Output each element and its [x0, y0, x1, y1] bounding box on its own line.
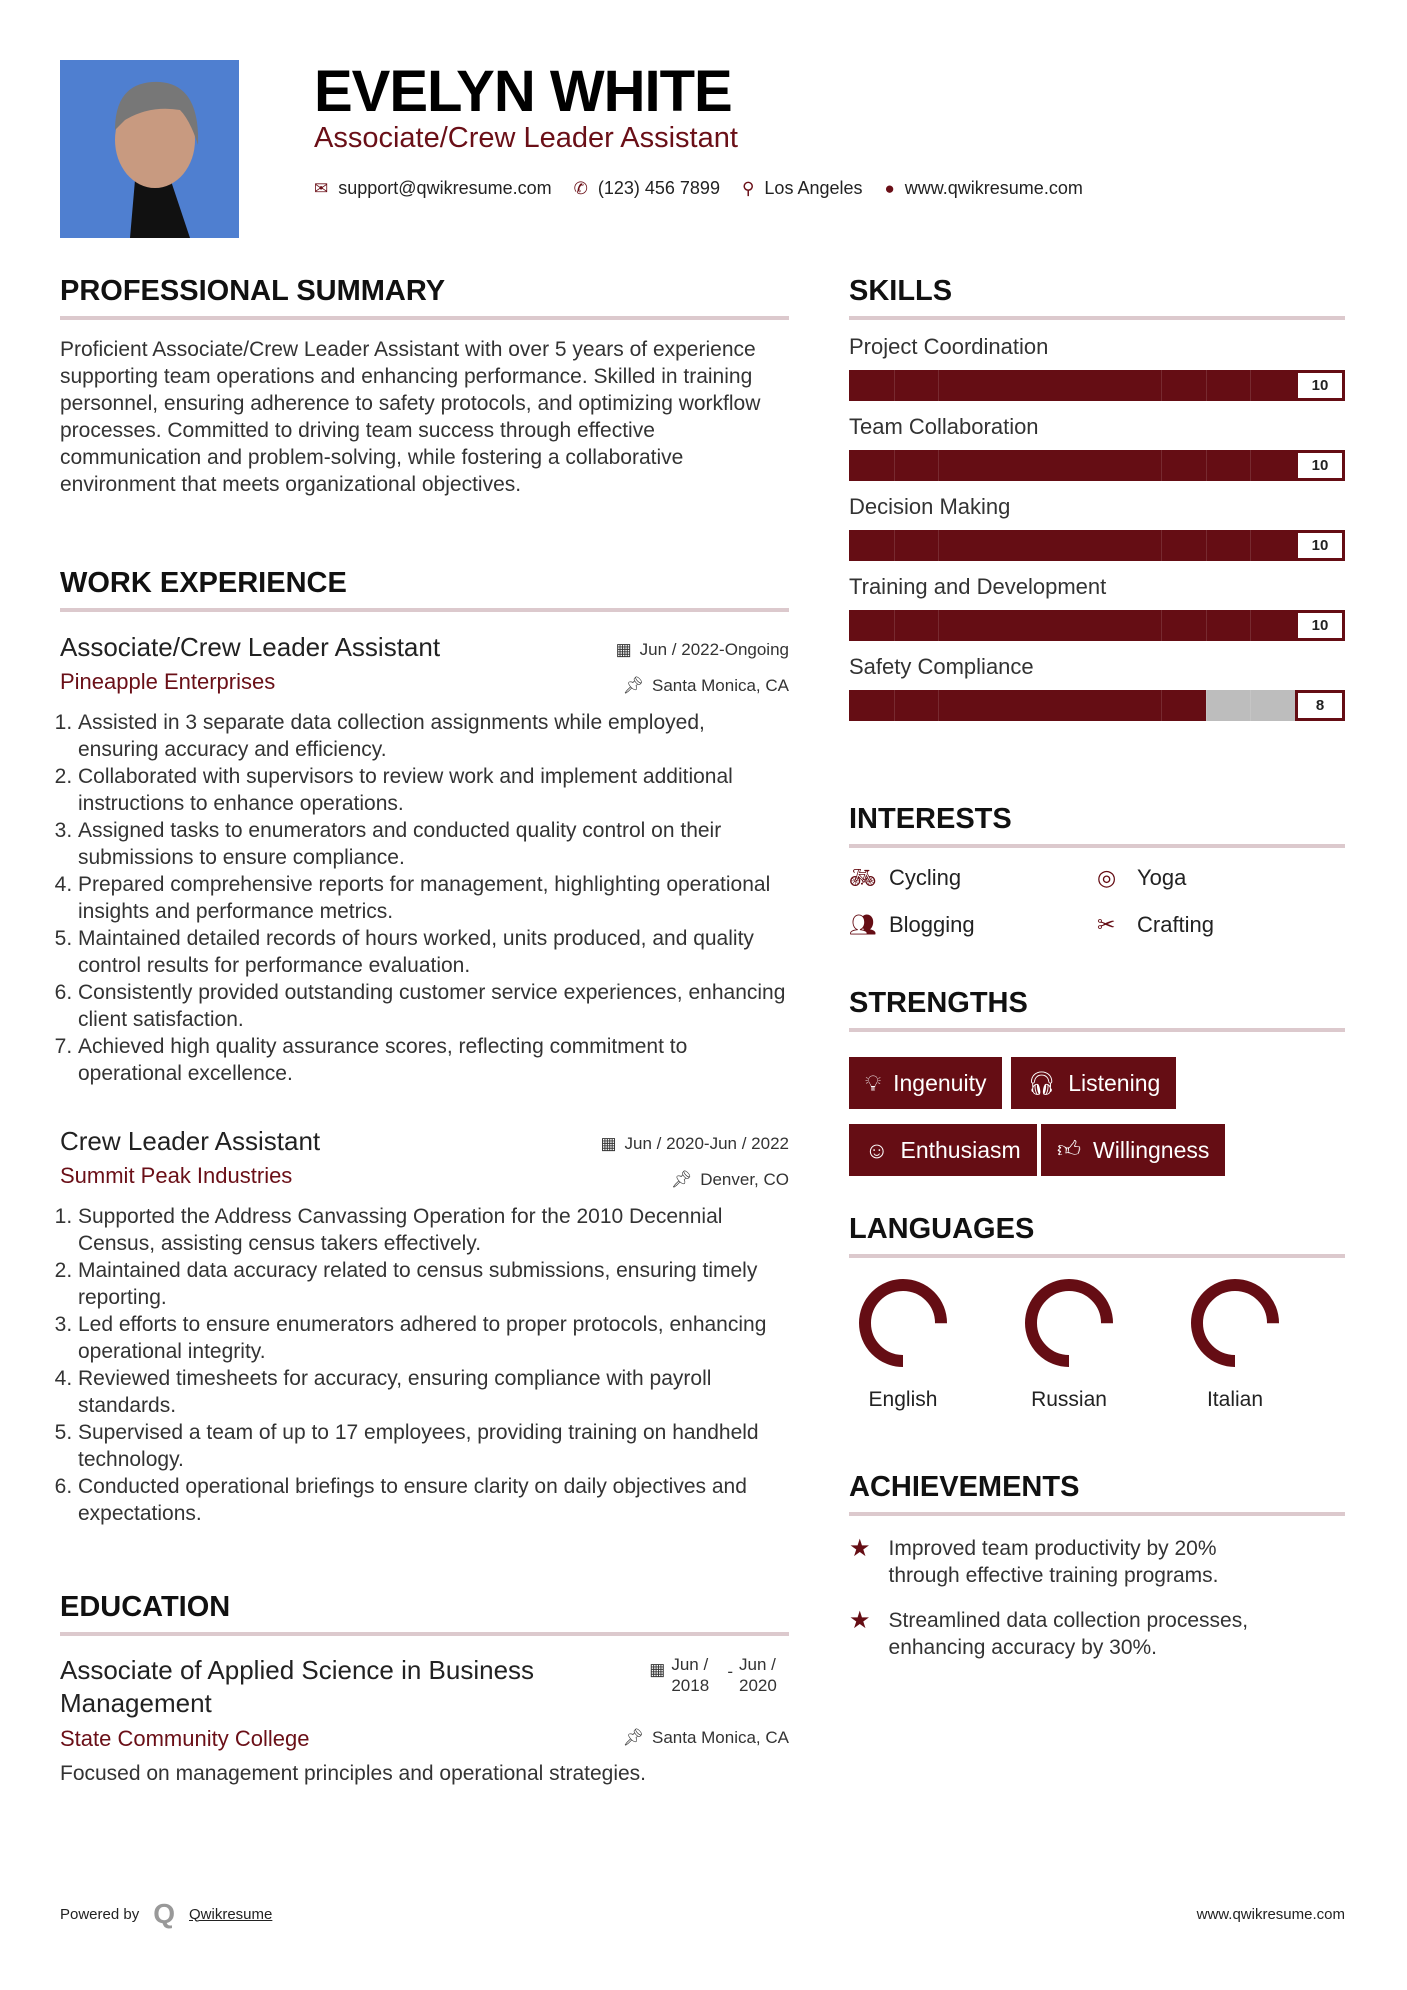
- interests-section: [849, 803, 1345, 943]
- language-item: [833, 1273, 973, 1412]
- contact-website[interactable]: www.qwikresume.com: [904, 178, 1083, 198]
- language-level-arc: [865, 1285, 941, 1361]
- interest-label: Crafting: [1137, 912, 1215, 937]
- skill-bar-fill: [849, 690, 1206, 721]
- skill-bar-segment: [1206, 690, 1207, 721]
- list-item: 1. Supported the Address Canvassing Operation for the 2010 Decennial Census, assisting census takers effectively.: [78, 1203, 789, 1257]
- skill-bar-segment: [938, 690, 939, 721]
- location-text: Santa Monica, CA: [651, 676, 789, 695]
- list-item: 5. Maintained detailed records of hours worked, units produced, and quality control results for performance evaluation.: [78, 925, 789, 979]
- brand-link[interactable]: Qwikresume: [189, 1905, 273, 1923]
- section-heading: LANGUAGES: [849, 1213, 1035, 1245]
- skill-bar-fill: [849, 370, 1295, 401]
- skill-bar-segment: [938, 610, 939, 641]
- section-heading: WORK EXPERIENCE: [60, 567, 347, 599]
- map-marker-icon: ⚲: [741, 178, 755, 198]
- contact-bar: [314, 178, 1083, 199]
- skill-bar-segment: [894, 370, 895, 401]
- footer-powered: [60, 1898, 272, 1930]
- skill-bar-segment: [938, 450, 939, 481]
- strength-label: Ingenuity: [893, 1069, 987, 1096]
- skill-bar-segment: [1250, 370, 1251, 401]
- achievement-item: [849, 1607, 1329, 1661]
- strength-label: Enthusiasm: [900, 1136, 1021, 1163]
- language-item: [999, 1273, 1139, 1412]
- skill-bar-segment: [894, 450, 895, 481]
- skill-score: 10: [1295, 530, 1345, 561]
- job-title: Associate/Crew Leader Assistant: [60, 632, 441, 662]
- skill-bar-segment: [938, 530, 939, 561]
- skills-section: [849, 275, 1345, 734]
- start-date: Jun / 2018: [671, 1655, 710, 1695]
- strength-chip: [849, 1057, 1002, 1109]
- list-item: 6. Conducted operational briefings to ensure clarity on daily objectives and expectations.: [78, 1473, 789, 1527]
- section-heading: SKILLS: [849, 275, 953, 307]
- list-item: 4. Prepared comprehensive reports for management, highlighting operational insights and performance metrics.: [78, 871, 789, 925]
- calendar-icon: ▦: [649, 1660, 666, 1679]
- skill-bar: [849, 690, 1345, 721]
- interest-blogging: [849, 912, 975, 938]
- achievement-item: [849, 1535, 1289, 1589]
- users-icon: 👥︎: [849, 912, 877, 937]
- strength-label: Listening: [1068, 1069, 1161, 1096]
- summary-section: [60, 275, 789, 498]
- list-item: 3. Led efforts to ensure enumerators adhered to proper protocols, enhancing operational integrity.: [78, 1311, 789, 1365]
- skill-bar: [849, 610, 1345, 641]
- skill-bar-segment: [1250, 530, 1251, 561]
- star-award-icon: ★: [849, 1607, 871, 1634]
- section-heading: INTERESTS: [849, 803, 1012, 835]
- skill-bar-segment: [1161, 450, 1162, 481]
- pushpin-icon: 📌︎: [670, 1170, 693, 1189]
- language-level-arc: [1197, 1285, 1273, 1361]
- skill-bar: [849, 530, 1345, 561]
- lightbulb-icon: 💡︎: [865, 1069, 882, 1096]
- language-ring: [1019, 1273, 1119, 1373]
- interest-label: Cycling: [889, 865, 962, 890]
- section-divider: [849, 1028, 1345, 1032]
- skill-bar-segment: [1161, 690, 1162, 721]
- date-separator: -: [727, 1662, 733, 1681]
- smile-icon: ☺: [865, 1136, 889, 1163]
- skill-bar-segment: [894, 690, 895, 721]
- degree-title: Associate of Applied Science in Business Management: [60, 1655, 535, 1718]
- section-divider: [60, 608, 789, 612]
- skill-bar-segment: [894, 610, 895, 641]
- job-location: [671, 1170, 789, 1190]
- language-ring: [853, 1273, 953, 1373]
- list-item: 3. Assigned tasks to enumerators and conducted quality control on their submissions to ensure compliance.: [78, 817, 789, 871]
- education-section: [60, 1591, 789, 1787]
- job-entry: [60, 1126, 789, 1527]
- globe-icon: ●: [884, 178, 895, 198]
- summary-text: Proficient Associate/Crew Leader Assistant with over 5 years of experience supporting team operations and enhancing performance. Skilled in training personnel, ensuring adherence to safety protocols, and optimizing workflow processes. Committed to driving team success through effective communication and problem-solving, while fostering a collaborative environment that meets organizational objectives.: [60, 338, 761, 496]
- skill-score: 8: [1295, 690, 1345, 721]
- interest-label: Blogging: [889, 912, 975, 937]
- envelope-icon: ✉: [314, 178, 329, 198]
- job-location: [622, 676, 789, 696]
- strength-chip: [849, 1124, 1037, 1176]
- location-text: Denver, CO: [700, 1170, 789, 1189]
- contact-location: Los Angeles: [764, 178, 863, 198]
- skill-label: Team Collaboration: [849, 414, 1039, 439]
- company-name: Pineapple Enterprises: [60, 669, 276, 694]
- language-ring: [1185, 1273, 1285, 1373]
- skill-bar-segment: [1161, 370, 1162, 401]
- list-item: 7. Achieved high quality assurance scores, reflecting commitment to operational excellence.: [78, 1033, 789, 1087]
- dates-text: Jun / 2020-Jun / 2022: [624, 1134, 789, 1153]
- skill-item: [849, 574, 1345, 641]
- skill-bar-segment: [894, 530, 895, 561]
- skill-bar-segment: [1206, 610, 1207, 641]
- job-dates: [600, 1134, 789, 1154]
- skill-bar-fill: [849, 610, 1295, 641]
- candidate-name: EVELYN WHITE: [314, 59, 732, 124]
- interest-crafting: [1097, 912, 1214, 938]
- dates-text: Jun / 2022-Ongoing: [639, 640, 789, 659]
- section-heading: ACHIEVEMENTS: [849, 1471, 1080, 1503]
- list-item: 6. Consistently provided outstanding customer service experiences, enhancing client satisfaction.: [78, 979, 789, 1033]
- contact-phone[interactable]: (123) 456 7899: [597, 178, 720, 198]
- education-location: [622, 1728, 789, 1748]
- education-dates: [649, 1654, 789, 1696]
- skill-label: Safety Compliance: [849, 654, 1034, 679]
- language-level-arc: [1031, 1285, 1107, 1361]
- strength-chip: [1011, 1057, 1176, 1109]
- skill-bar-fill: [849, 450, 1295, 481]
- strengths-section: [849, 987, 1345, 1187]
- job-dates: [616, 640, 789, 660]
- skill-item: [849, 494, 1345, 561]
- education-description: Focused on management principles and operational strategies.: [60, 1762, 647, 1785]
- pushpin-icon: 📌︎: [622, 676, 644, 695]
- section-divider: [60, 1632, 789, 1636]
- language-label: Italian: [1206, 1388, 1264, 1411]
- school-name: State Community College: [60, 1726, 310, 1751]
- job-bullets: [60, 1203, 789, 1527]
- skill-score: 10: [1295, 370, 1345, 401]
- skill-bar-segment: [1206, 530, 1207, 561]
- powered-by-label: Powered by: [60, 1905, 140, 1923]
- skill-label: Training and Development: [849, 574, 1107, 599]
- list-item: 2. Collaborated with supervisors to review work and implement additional instructions to enhance operations.: [78, 763, 789, 817]
- pushpin-icon: 📌︎: [622, 1728, 644, 1747]
- job-title: Crew Leader Assistant: [60, 1126, 321, 1156]
- phone-icon: ✆: [573, 178, 588, 198]
- skill-item: [849, 414, 1345, 481]
- job-bullets: [60, 709, 789, 1087]
- skill-score: 10: [1295, 610, 1345, 641]
- list-item: 1. Assisted in 3 separate data collection assignments while employed, ensuring accuracy and efficiency.: [78, 709, 789, 763]
- section-divider: [849, 316, 1345, 320]
- skill-item: [849, 654, 1345, 721]
- skill-bar-segment: [938, 370, 939, 401]
- job-entry: [60, 632, 789, 1087]
- scissors-icon: ✂: [1097, 912, 1116, 937]
- languages-section: [849, 1213, 1345, 1443]
- profile-photo: [60, 60, 239, 238]
- experience-section: [60, 567, 789, 612]
- skill-bar-segment: [1250, 610, 1251, 641]
- skill-bar-segment: [1250, 450, 1251, 481]
- footer-website[interactable]: www.qwikresume.com: [1196, 1906, 1345, 1923]
- section-divider: [849, 844, 1345, 848]
- section-divider: [849, 1512, 1345, 1516]
- skill-bar: [849, 370, 1345, 401]
- skill-bar-segment: [1206, 370, 1207, 401]
- section-heading: EDUCATION: [60, 1591, 231, 1623]
- skill-bar-segment: [1161, 610, 1162, 641]
- section-heading: STRENGTHS: [849, 987, 1028, 1019]
- qwikresume-logo-icon: Q: [153, 1898, 175, 1929]
- language-label: English: [868, 1388, 938, 1411]
- list-item: 5. Supervised a team of up to 17 employees, providing training on handheld technology.: [78, 1419, 789, 1473]
- interest-yoga: [1097, 865, 1186, 891]
- strength-chip: [1041, 1124, 1225, 1176]
- headphones-icon: 🎧︎: [1027, 1069, 1057, 1096]
- section-heading: PROFESSIONAL SUMMARY: [60, 275, 446, 307]
- location-text: Santa Monica, CA: [651, 1728, 789, 1747]
- star-award-icon: ★: [849, 1535, 871, 1562]
- interest-label: Yoga: [1137, 865, 1187, 890]
- candidate-title: Associate/Crew Leader Assistant: [314, 122, 738, 154]
- interest-cycling: [849, 865, 961, 891]
- achievement-text: Streamlined data collection processes, enhancing accuracy by 30%.: [888, 1609, 1249, 1659]
- language-label: Russian: [1031, 1388, 1107, 1411]
- skill-bar-segment: [1206, 450, 1207, 481]
- skill-bar-segment: [1161, 530, 1162, 561]
- achievement-text: Improved team productivity by 20% through effective training programs.: [888, 1537, 1219, 1587]
- skill-bar-segment: [1250, 690, 1251, 721]
- skill-bar-fill: [849, 530, 1295, 561]
- calendar-icon: ▦: [600, 1134, 617, 1153]
- section-divider: [60, 316, 789, 320]
- skill-score: 10: [1295, 450, 1345, 481]
- life-ring-icon: ◎: [1097, 865, 1117, 890]
- end-date: Jun / 2020: [739, 1655, 777, 1695]
- achievements-section: [849, 1471, 1345, 1671]
- skill-label: Decision Making: [849, 494, 1011, 519]
- skill-bar: [849, 450, 1345, 481]
- section-divider: [849, 1254, 1345, 1258]
- skill-label: Project Coordination: [849, 334, 1049, 359]
- company-name: Summit Peak Industries: [60, 1163, 293, 1188]
- list-item: 4. Reviewed timesheets for accuracy, ensuring compliance with payroll standards.: [78, 1365, 789, 1419]
- bicycle-icon: 🚲︎: [849, 865, 877, 890]
- strength-label: Willingness: [1093, 1136, 1210, 1163]
- calendar-icon: ▦: [615, 640, 632, 659]
- language-item: [1165, 1273, 1305, 1412]
- contact-email[interactable]: support@qwikresume.com: [338, 178, 552, 198]
- skill-item: [849, 334, 1345, 401]
- thumbs-up-icon: 👍︎: [1057, 1136, 1082, 1162]
- list-item: 2. Maintained data accuracy related to census submissions, ensuring timely reporting.: [78, 1257, 789, 1311]
